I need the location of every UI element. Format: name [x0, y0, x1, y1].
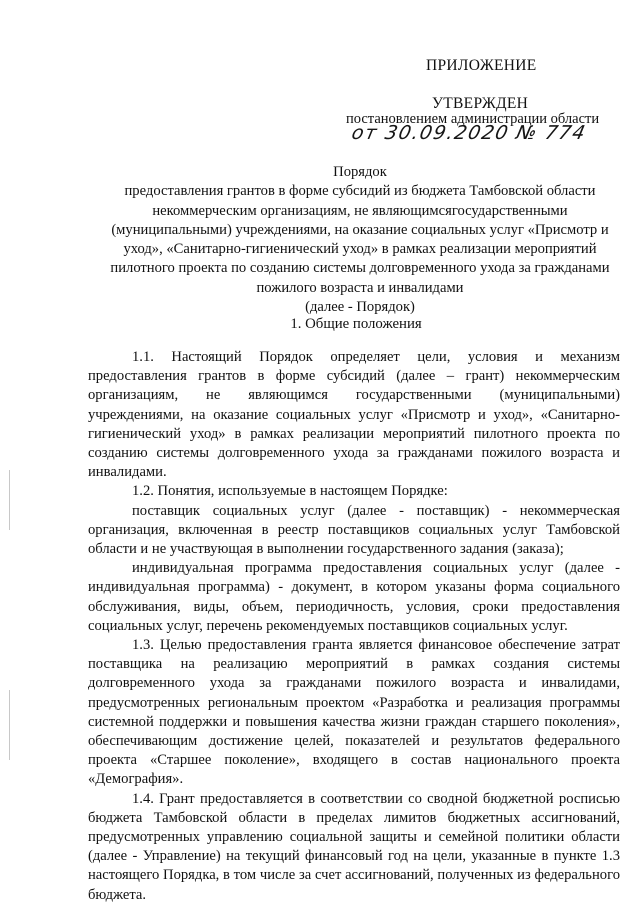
title-line: пожилого возраста и инвалидами — [256, 279, 464, 296]
title-line: уход», «Санитарно-гигиенический уход» в рамках реализации мероприятий — [123, 241, 597, 258]
paragraph-1-3: 1.3. Целью предоставления гранта является финансовое обеспечение затрат поставщика на реализацию мероприятий в рамках создания системы долговременного ухода за гражданами пожилого возраста и инвалидами, предусмотренных региональным проектом «Разработка и реализация программы системной поддержки и повышения качества жизни граждан старшего поколения», обеспечивающим достижение целей, показателей и результатов федерального проекта «Старшее поколение», входящего в состав национального проекта «Демография». — [88, 637, 620, 788]
title-line: (далее - Порядок) — [305, 299, 415, 316]
document-body — [88, 348, 620, 905]
definition-supplier: поставщик социальных услуг (далее - поставщик) - некоммерческая организация, включенная в реестр поставщиков социальных услуг Тамбовской области и не участвующая в выполнении государственного задания (заказа); — [88, 502, 620, 558]
scan-artifact — [9, 690, 10, 760]
appendix-label: ПРИЛОЖЕНИЕ — [426, 57, 537, 74]
paragraph-1-4: 1.4. Грант предоставляется в соответствии со сводной бюджетной росписью бюджета Тамбовской области в пределах лимитов бюджетных ассигнований, предусмотренных управлению социальной защиты и семейной политики области (далее - Управление) на текущий финансовый год на цели, указанные в пункте 1.3 настоящего Порядка, в том числе за счет ассигнований, полученных из федерального бюджета. — [88, 790, 620, 903]
scan-artifact — [9, 470, 10, 530]
paragraph-1-2: 1.2. Понятия, используемые в настоящем Порядке: — [132, 483, 448, 500]
definition-individual-program: индивидуальная программа предоставления социальных услуг (далее - индивидуальная программа) - документ, в котором указаны форма социального обслуживания, виды, объем, периодичность, условия, сроки предоставления социальных услуг, перечень рекомендуемых поставщиков социальных услуг. — [88, 560, 620, 634]
section-heading: 1. Общие положения — [290, 316, 422, 332]
document-title — [95, 163, 625, 317]
decree-line: постановлением администрации области — [346, 111, 600, 127]
title-line: предоставления грантов в форме субсидий из бюджета Тамбовской области — [124, 183, 596, 200]
title-line: Порядок — [333, 164, 387, 180]
handwritten-date-number: от 30.09.2020 № 774 — [349, 122, 589, 144]
title-line: некоммерческим организациям, не являющимсягосударственными — [152, 202, 568, 219]
approved-label: УТВЕРЖДЕН — [432, 95, 529, 112]
title-line: (муниципальными) учреждениями, на оказание социальных услуг «Присмотр и — [111, 221, 609, 238]
paragraph-1-1: 1.1. Настоящий Порядок определяет цели, условия и механизм предоставления грантов в форме субсидий (далее – грант) некоммерческим организациям, не являющимся государственными (муниципальными) учреждениями, на оказание социальных услуг «Присмотр и уход», «Санитарно-гигиенический уход» в рамках реализации мероприятий пилотного проекта по созданию системы долговременного ухода за гражданами пожилого возраста и инвалидами. — [88, 349, 620, 481]
title-line: пилотного проекта по созданию системы долговременного ухода за гражданами — [110, 260, 610, 277]
